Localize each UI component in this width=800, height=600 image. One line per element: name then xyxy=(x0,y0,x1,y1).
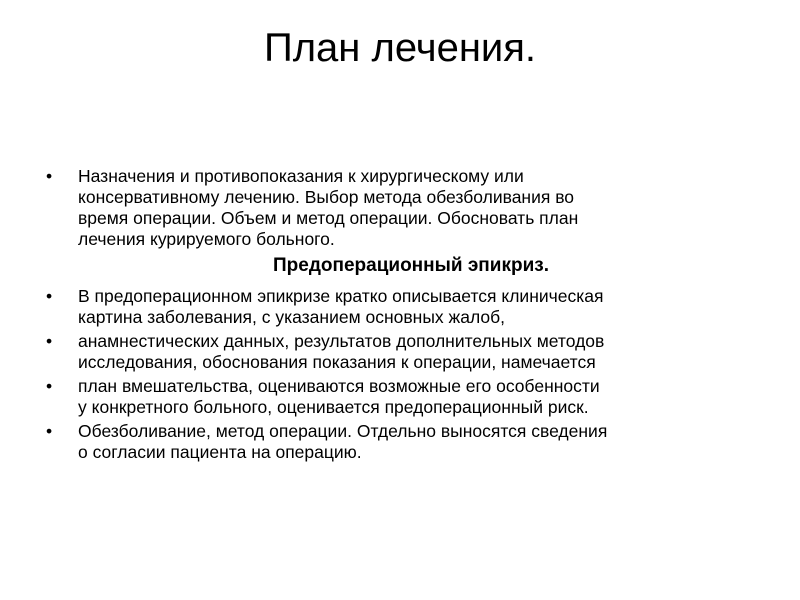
slide-title: План лечения. xyxy=(263,26,537,70)
list-item xyxy=(46,166,766,250)
bullet-icon: • xyxy=(46,166,53,186)
list-item xyxy=(46,286,766,328)
slide-body xyxy=(46,166,766,463)
item-line: Назначения и противопоказания к хирургическому или xyxy=(78,166,524,186)
item-line: план вмешательства, оцениваются возможные его особенности xyxy=(78,376,600,396)
list-item xyxy=(46,421,766,463)
item-line: В предоперационном эпикризе кратко описывается клиническая xyxy=(78,286,604,306)
item-line: исследования, обоснования показания к операции, намечается xyxy=(78,352,596,372)
item-line: Обезболивание, метод операции. Отдельно выносятся сведения xyxy=(78,421,608,441)
item-line: у конкретного больного, оценивается предоперационный риск. xyxy=(78,397,589,417)
section-heading: Предоперационный эпикриз. xyxy=(273,255,549,276)
bullet-icon: • xyxy=(46,286,53,306)
list-item xyxy=(46,376,766,418)
item-line: анамнестических данных, результатов дополнительных методов xyxy=(78,331,605,351)
item-line: время операции. Объем и метод операции. Обосновать план xyxy=(78,208,579,228)
bullet-icon: • xyxy=(46,376,53,396)
item-line: о согласии пациента на операцию. xyxy=(78,442,362,462)
bullet-icon: • xyxy=(46,421,53,441)
list-item xyxy=(46,331,766,373)
item-line: лечения курируемого больного. xyxy=(78,229,335,249)
item-line: картина заболевания, с указанием основных жалоб, xyxy=(78,307,505,327)
bullet-icon: • xyxy=(46,331,53,351)
item-line: консервативному лечению. Выбор метода обезболивания во xyxy=(78,187,575,207)
